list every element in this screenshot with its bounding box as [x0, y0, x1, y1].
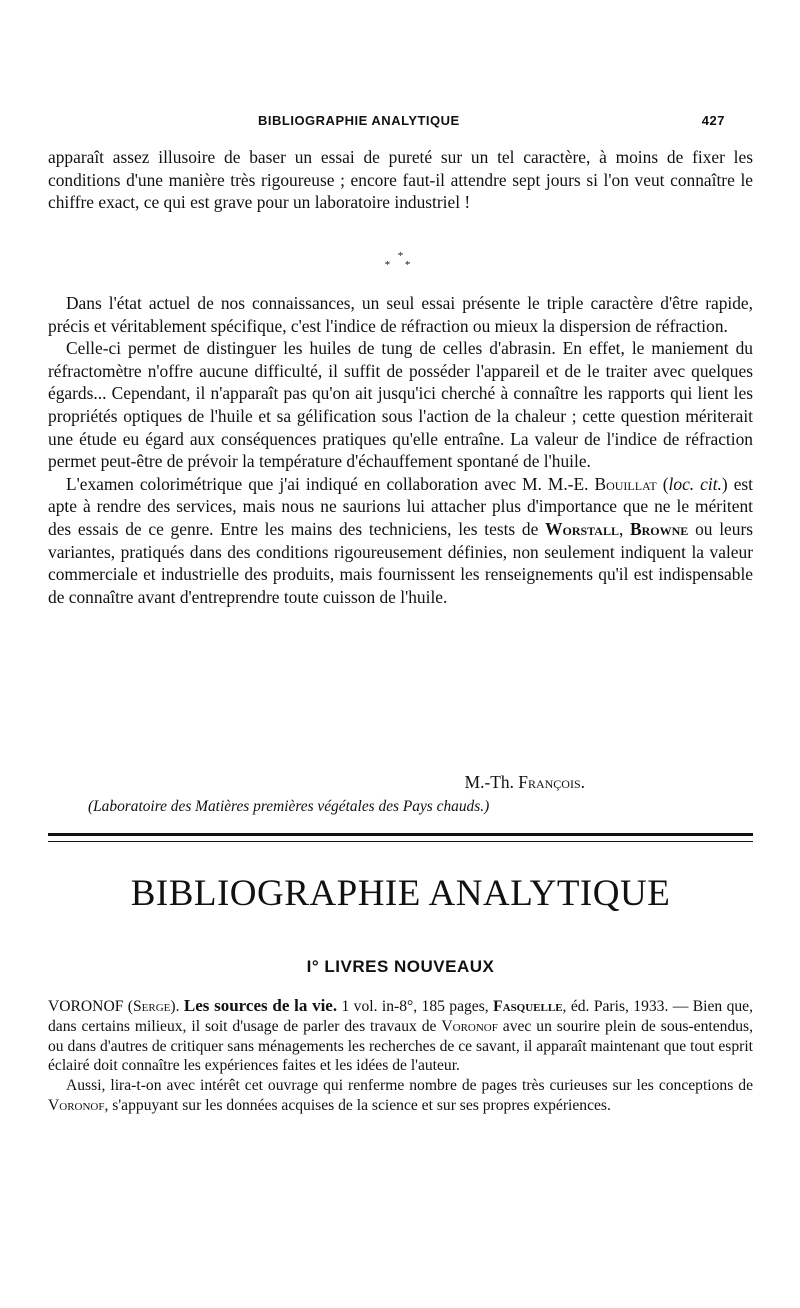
signature-prefix: M.-Th. [464, 772, 519, 792]
text-run: , [618, 518, 631, 539]
asterism-bottom: * * [384, 259, 417, 271]
asterism-top: * [397, 250, 404, 262]
section-rule-thin [48, 841, 753, 842]
asterism-separator [48, 252, 753, 270]
page-number: 427 [701, 113, 725, 128]
review-publisher: Fasquelle [493, 998, 563, 1015]
citation-loc-cit: loc. cit. [668, 473, 722, 494]
laboratory-affiliation: (Laboratoire des Matières premières végétales des Pays chauds.) [88, 798, 490, 815]
review-author: VORONOF [48, 998, 124, 1015]
text-run: ( [656, 473, 669, 494]
review-paragraph-1: VORONOF (Serge). Les sources de la vie. 1 vol. in-8°, 185 pages, Fasquelle, éd. Paris, 1933. — Bien que, dans certains milieux, il soit d'usage de parler des travaux de Voronof avec un sourire plein de sous-entendus, ou dans d'autres de critiquer sans ménagements les recherches de ce savant, il apparaît maintenant que tout esprit éclairé doit connaître les expériences faites et les idées de l'auteur. [48, 996, 753, 1075]
section-rule-thick [48, 833, 753, 836]
author-name-worstall: Worstall [545, 518, 619, 539]
continuation-paragraph: apparaît assez illusoire de baser un essai de pureté sur un tel caractère, à moins de fixer les conditions d'une manière très rigoureuse ; encore faut-il attendre sept jours si l'on veut connaître le chiffre exact, ce qui est grave pour un laboratoire industriel ! [48, 147, 753, 213]
article-signature [465, 771, 585, 793]
subsection-title: I° LIVRES NOUVEAUX [306, 957, 495, 976]
text-run: avec un sourire plein de sous-entendus, ou dans d'autres de critiquer sans ménagements les recherches de ce savant, il apparaît maintenant que tout esprit éclairé doit connaître les expériences faites et les idées de l'auteur. [48, 1017, 753, 1075]
text-run: , s'appuyant sur les données acquises de la science et sur ses propres expériences. [104, 1096, 611, 1114]
text-run: L'examen colorimétrique que j'ai indiqué en collaboration avec M. M.-E. [66, 473, 595, 494]
author-name-bouillat: Bouillat [594, 473, 657, 494]
signature-name: François. [518, 772, 585, 792]
text-run: 1 vol. in-8°, 185 pages, [337, 998, 494, 1015]
review-voronof-mention-1: Voronof [441, 1017, 498, 1035]
review-book-title: Les sources de la vie. [183, 996, 338, 1015]
review-paragraph-2 [48, 1076, 753, 1116]
section-title: BIBLIOGRAPHIE ANALYTIQUE [130, 873, 671, 914]
article-paragraph-1: Dans l'état actuel de nos connaissances, un seul essai présente le triple caractère d'être rapide, précis et véritablement spécifique, c'est l'indice de réfraction ou mieux la dispersion de réfraction. [48, 293, 753, 336]
running-head [48, 113, 753, 133]
book-review [48, 996, 753, 1116]
review-voronof-mention-2: Voronof [48, 1096, 105, 1114]
author-name-browne: Browne [630, 518, 689, 539]
article-paragraph-2: Celle-ci permet de distinguer les huiles de tung de celles d'abrasin. En effet, le maniement du réfractomètre n'offre aucune difficulté, il suffit de posséder l'appareil et de le traiter avec quelques égards... Cependant, il n'apparaît pas qu'on ait jusqu'ici cherché à connaître les rapports qui lient les propriétés optiques de l'huile et sa gélification sous l'action de la chaleur ; cette question mériterait une étude eu égard aux conséquences pratiques qu'elle entraîne. La valeur de l'indice de réfraction permet peut-être de prévoir la température d'échauffement spontané de l'huile. [48, 338, 753, 472]
continuation-block [48, 146, 753, 214]
review-author-first-name: Serge [132, 998, 171, 1015]
article-paragraph-3 [48, 473, 753, 609]
text-run: , éd. Paris, 1933. — Bien que, dans certains milieux, il soit d'usage de parler des travaux de [48, 998, 753, 1035]
article-body [48, 292, 753, 608]
text-run: ou leurs variantes, pratiqués dans des conditions rigoureusement définies, non seulement indiquent la valeur commerciale et industrielle des produits, mais fournissent les renseignements qu'il est indispensable de connaître avant d'entreprendre toute cuisson de l'huile. [48, 518, 753, 607]
text-run: ) est apte à rendre des services, mais nous ne saurions lui attacher plus d'importance que ne le méritent des essais de ce genre. Entre les mains des techniciens, les tests de [48, 473, 754, 539]
running-title: BIBLIOGRAPHIE ANALYTIQUE [258, 113, 460, 128]
text-run: Aussi, lira-t-on avec intérêt cet ouvrage qui renferme nombre de pages très curieuses sur les conceptions de [66, 1077, 753, 1095]
